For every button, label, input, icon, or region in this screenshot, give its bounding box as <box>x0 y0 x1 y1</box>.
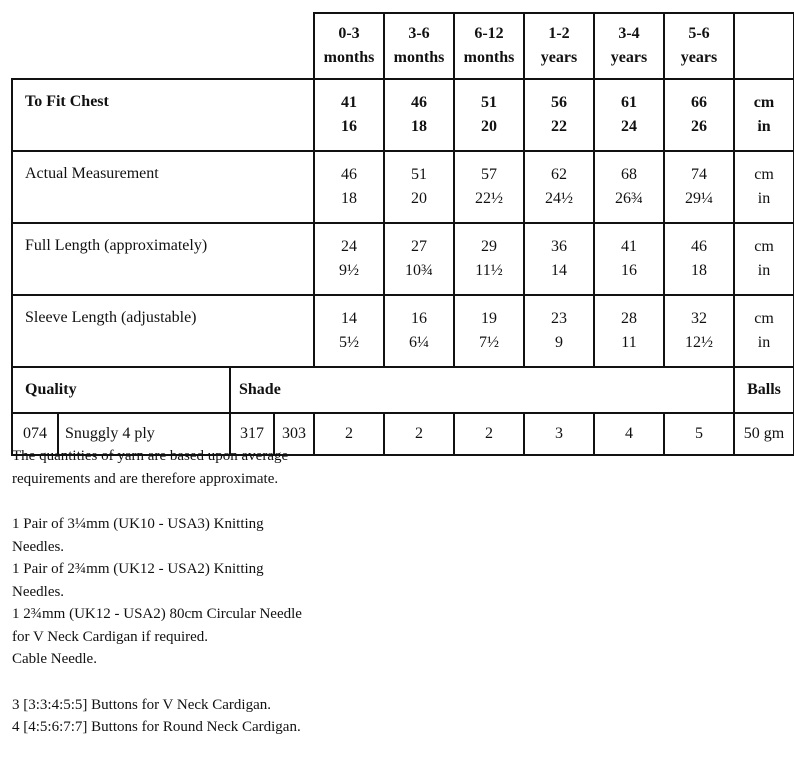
value-cell: 61 24 <box>594 79 664 151</box>
value-cell: 32 12½ <box>664 295 734 367</box>
value-cell: 51 20 <box>454 79 524 151</box>
yarn-code: 074 <box>12 413 58 455</box>
value-cell: 46 18 <box>664 223 734 295</box>
unit-cell: cm in <box>734 79 794 151</box>
unit-cell: cm in <box>734 295 794 367</box>
unit-cell: cm in <box>734 223 794 295</box>
measurement-row-full-length <box>12 223 794 295</box>
value-cell: 27 10¾ <box>384 223 454 295</box>
value-cell: 46 18 <box>384 79 454 151</box>
value-cell: 23 9 <box>524 295 594 367</box>
value-cell: 56 22 <box>524 79 594 151</box>
size-col-3: 1-2 years <box>524 13 594 79</box>
quantities-note: The quantities of yarn are based upon average requirements and are therefore approximate. <box>12 448 289 487</box>
value-cell: 28 11 <box>594 295 664 367</box>
balls-cell: 2 <box>454 413 524 455</box>
balls-cell: 3 <box>524 413 594 455</box>
value-cell: 14 5½ <box>314 295 384 367</box>
size-col-2: 6-12 months <box>454 13 524 79</box>
pattern-notes <box>12 445 782 762</box>
row-label: Actual Measurement <box>12 151 314 223</box>
header-blank <box>12 13 314 79</box>
value-cell: 74 29¼ <box>664 151 734 223</box>
shade-label: Shade <box>230 367 734 413</box>
value-cell: 46 18 <box>314 151 384 223</box>
unit-col-header <box>734 13 794 79</box>
needles-list: 1 Pair of 3¼mm (UK10 - USA3) Knitting Needles. 1 Pair of 2¾mm (UK12 - USA2) Knitting Needles. 1 2¾mm (UK12 - USA2) 80cm Circular Needle for V Neck Cardigan if required. Cable Needle. <box>12 516 302 667</box>
size-col-5: 5-6 years <box>664 13 734 79</box>
measurement-row-sleeve <box>12 295 794 367</box>
size-header-row <box>12 13 794 79</box>
size-col-1: 3-6 months <box>384 13 454 79</box>
value-cell: 41 16 <box>594 223 664 295</box>
size-col-4: 3-4 years <box>594 13 664 79</box>
value-cell: 68 26¾ <box>594 151 664 223</box>
yarn-header-row <box>12 367 794 413</box>
value-cell: 66 26 <box>664 79 734 151</box>
value-cell: 24 9½ <box>314 223 384 295</box>
value-cell: 29 11½ <box>454 223 524 295</box>
value-cell: 62 24½ <box>524 151 594 223</box>
shade-317: 317 <box>230 413 274 455</box>
balls-cell: 2 <box>384 413 454 455</box>
balls-cell: 2 <box>314 413 384 455</box>
balls-unit: 50 gm <box>734 413 794 455</box>
value-cell: 16 6¼ <box>384 295 454 367</box>
shade-303: 303 <box>274 413 314 455</box>
quality-label: Quality <box>12 367 230 413</box>
size-table <box>11 12 794 456</box>
row-label: Sleeve Length (adjustable) <box>12 295 314 367</box>
balls-cell: 5 <box>664 413 734 455</box>
buttons-list: 3 [3:3:4:5:5] Buttons for V Neck Cardigan. 4 [4:5:6:7:7] Buttons for Round Neck Cardigan. <box>12 696 301 735</box>
measurement-row-actual <box>12 151 794 223</box>
row-label: To Fit Chest <box>12 79 314 151</box>
unit-cell: cm in <box>734 151 794 223</box>
value-cell: 57 22½ <box>454 151 524 223</box>
value-cell: 36 14 <box>524 223 594 295</box>
balls-cell: 4 <box>594 413 664 455</box>
yarn-name: Snuggly 4 ply <box>58 413 230 455</box>
measurement-row-chest <box>12 79 794 151</box>
value-cell: 51 20 <box>384 151 454 223</box>
balls-label: Balls <box>734 367 794 413</box>
value-cell: 19 7½ <box>454 295 524 367</box>
value-cell: 41 16 <box>314 79 384 151</box>
size-col-0: 0-3 months <box>314 13 384 79</box>
row-label: Full Length (approximately) <box>12 223 314 295</box>
